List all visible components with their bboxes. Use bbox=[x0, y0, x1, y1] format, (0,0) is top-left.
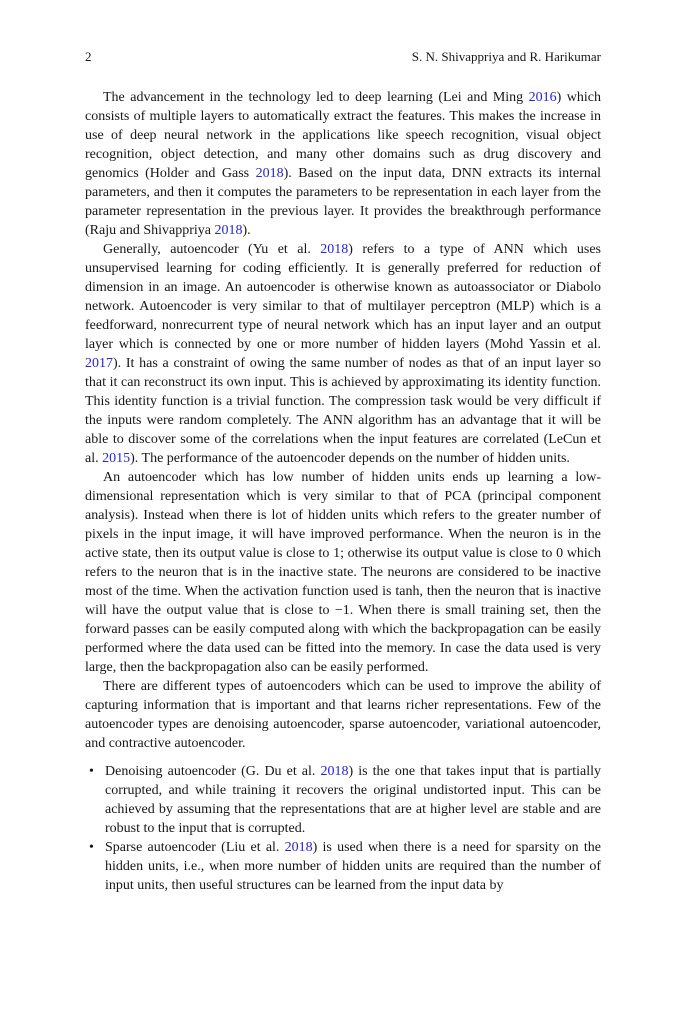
bullet-list-item bbox=[85, 762, 601, 838]
text-run: ). The performance of the autoencoder depends on the number of hidden units. bbox=[130, 451, 570, 466]
body-paragraph bbox=[85, 240, 601, 468]
text-run: The advancement in the technology led to deep learning (Lei and Ming bbox=[103, 90, 529, 105]
citation-year-link[interactable]: 2018 bbox=[255, 166, 284, 181]
text-run: ) is the one that takes input that is partially corrupted, and while training it recovers the original undistorted input. This can be achieved by assuming that the representations that are at higher level are stable and are robust to the input that is corrupted. bbox=[105, 764, 601, 836]
citation-year-link[interactable]: 2016 bbox=[528, 90, 557, 105]
running-header bbox=[85, 49, 601, 64]
text-run: ) refers to a type of ANN which uses unsupervised learning for coding efficiently. It is generally preferred for reduction of dimension in an image. An autoencoder is otherwise known as autoassociator or Diabolo network. Autoencoder is very similar to that of multilayer perceptron (MLP) which is a feedforward, nonrecurrent type of neural network which has an input layer and an output layer which is connected by one or more number of hidden layers (Mohd Yassin et al. bbox=[85, 242, 601, 352]
citation-year-link[interactable]: 2018 bbox=[284, 840, 313, 855]
text-run: ) is used when there is a need for sparsity on the hidden units, i.e., when more number of hidden units are required than the number of input units, then useful structures can be learned from the input data by bbox=[105, 840, 601, 893]
running-head-authors: S. N. Shivappriya and R. Harikumar bbox=[411, 49, 601, 64]
text-run: ) which consists of multiple layers to automatically extract the features. This makes the increase in use of deep neural network in the applications like speech recognition, visual object recognition, object detection, and many other domains such as drug discovery and genomics (Holder and Gass bbox=[85, 90, 601, 181]
text-run: Generally, autoencoder (Yu et al. bbox=[103, 242, 321, 257]
citation-year-link[interactable]: 2017 bbox=[85, 356, 113, 371]
citation-year-link[interactable]: 2018 bbox=[320, 242, 349, 257]
text-run: Sparse autoencoder (Liu et al. bbox=[105, 840, 285, 855]
text-run: Denoising autoencoder (G. Du et al. bbox=[105, 764, 321, 779]
text-run: ). bbox=[242, 223, 251, 238]
page-body bbox=[85, 88, 601, 895]
bullet-list-item bbox=[85, 838, 601, 895]
citation-year-link[interactable]: 2015 bbox=[102, 451, 131, 466]
body-paragraph bbox=[85, 88, 601, 240]
bullet-marker-icon: • bbox=[89, 764, 94, 779]
body-paragraph bbox=[85, 468, 601, 677]
text-run: There are different types of autoencoders which can be used to improve the ability of capturing information that is important and that learns richer representations. Few of the autoencoder types are denoising autoencoder, sparse autoencoder, variational autoencoder, and contractive autoencoder. bbox=[85, 679, 601, 751]
text-run: ). Based on the input data, DNN extracts its internal parameters, and then it computes the parameters to be representation in each layer from the parameter representation in the previous layer. It provides the breakthrough performance (Raju and Shivappriya bbox=[85, 166, 601, 238]
text-run: ). It has a constraint of owing the same number of nodes as that of an input layer so that it can reconstruct its own input. This is achieved by approximating its identity function. This identity function is a trivial function. The compression task would be very difficult if the inputs were random completely. The ANN algorithm has an advantage that it will be able to discover some of the correlations when the input features are correlated (LeCun et al. bbox=[85, 356, 601, 466]
body-paragraph bbox=[85, 677, 601, 753]
citation-year-link[interactable]: 2018 bbox=[214, 223, 243, 238]
citation-year-link[interactable]: 2018 bbox=[320, 764, 349, 779]
bullet-marker-icon: • bbox=[89, 840, 94, 855]
text-run: An autoencoder which has low number of hidden units ends up learning a low-dimensional representation which is very similar to that of PCA (principal component analysis). Instead when there is lot of hidden units which refers to the greater number of pixels in the input image, it will have improved performance. When the neuron is in the active state, then its output value is close to 1; otherwise its output value is close to 0 which refers to the neuron that is in the inactive state. The neurons are considered to be inactive most of the time. When the activation function used is tanh, then the neuron that is inactive will have the output value that is close to −1. When there is small training set, then the forward passes can be easily computed along with which the backpropagation can be easily performed where the data used can be fitted into the memory. In case the data used is very large, then the backpropagation also can be easily performed. bbox=[85, 470, 601, 675]
page-number: 2 bbox=[85, 49, 92, 64]
